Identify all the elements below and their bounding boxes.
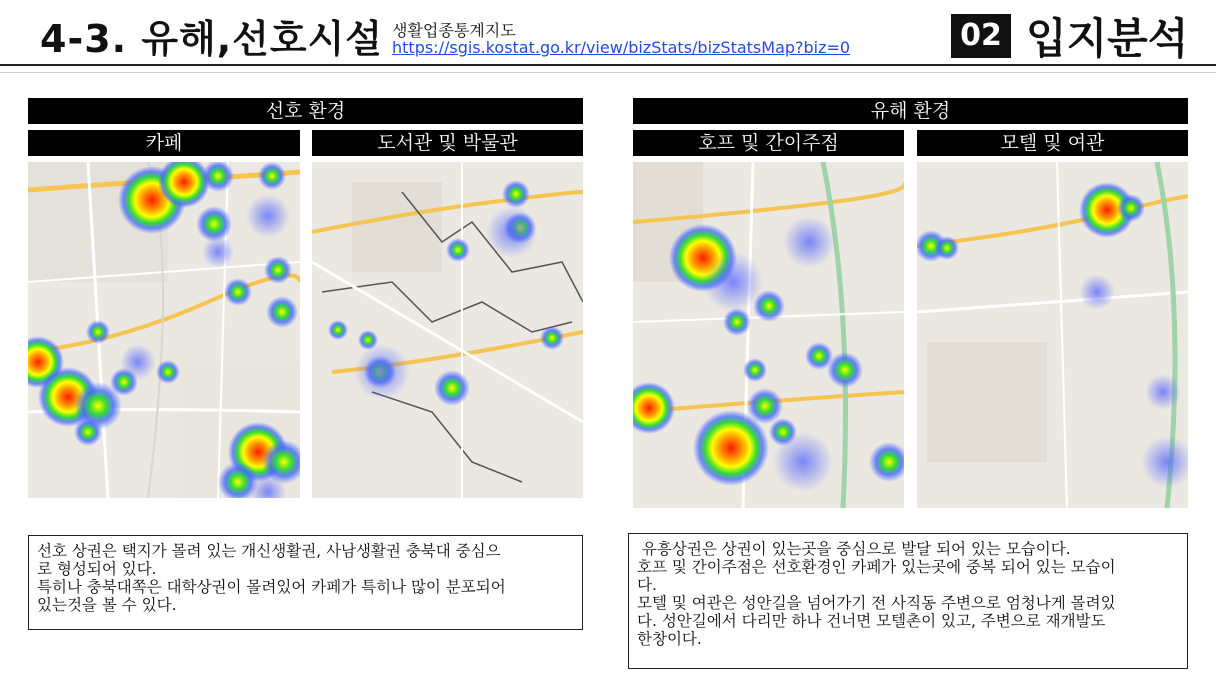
left-panel-note — [28, 535, 583, 630]
note-line: 한창이다. — [637, 630, 702, 648]
left-panel-heading: 선호 환경 — [28, 98, 583, 124]
heatmap-pub-bar — [633, 162, 904, 508]
page-title: 4-3. 유해,선호시설 — [40, 17, 384, 61]
header-divider-light — [0, 72, 1216, 73]
map-label-motel-inn: 모텔 및 여관 — [917, 130, 1188, 156]
note-line: 호프 및 간이주점은 선호환경인 카페가 있는곳에 중복 되어 있는 모습이 — [637, 558, 1116, 576]
heatmap-motel-inn-graphic — [917, 162, 1188, 508]
note-line: 있는것을 볼 수 있다. — [37, 596, 177, 614]
note-line: 유흥상권은 상권이 있는곳을 중심으로 발달 되어 있는 모습이다. — [637, 540, 1071, 558]
right-panel-heading: 유해 환경 — [633, 98, 1188, 124]
note-line: 다. 성안길에서 다리만 하나 건너면 모텔촌이 있고, 주변으로 재개발도 — [637, 612, 1106, 630]
source-link[interactable]: https://sgis.kostat.go.kr/view/bizStats/bizStatsMap?biz=0 — [392, 38, 851, 57]
note-line: 특히나 충북대쪽은 대학상권이 몰려있어 카페가 특히나 많이 분포되어 — [37, 578, 506, 596]
note-line: 다. — [637, 576, 657, 594]
map-label-pub-bar: 호프 및 간이주점 — [633, 130, 904, 156]
note-line: 로 형성되어 있다. — [37, 560, 157, 578]
header-divider — [0, 64, 1216, 66]
source-label: 생활업종통계지도 — [392, 21, 516, 40]
section-title: 입지분석 — [1026, 14, 1189, 63]
heatmap-cafe — [28, 162, 300, 498]
heatmap-library-museum — [312, 162, 583, 498]
heatmap-pub-bar-graphic — [633, 162, 904, 508]
heatmap-cafe-graphic — [28, 162, 300, 498]
heatmap-motel-inn — [917, 162, 1188, 508]
note-line: 선호 상권은 택지가 몰려 있는 개신생활권, 사남생활권 충북대 중심으 — [37, 542, 501, 560]
map-label-library-museum: 도서관 및 박물관 — [312, 130, 583, 156]
section-number-badge: 02 — [951, 14, 1011, 58]
right-panel-note — [628, 533, 1188, 669]
note-line: 모텔 및 여관은 성안길을 넘어가기 전 사직동 주변으로 엄청나게 몰려있 — [637, 594, 1116, 612]
map-label-cafe: 카페 — [28, 130, 300, 156]
heatmap-library-museum-graphic — [312, 162, 583, 498]
